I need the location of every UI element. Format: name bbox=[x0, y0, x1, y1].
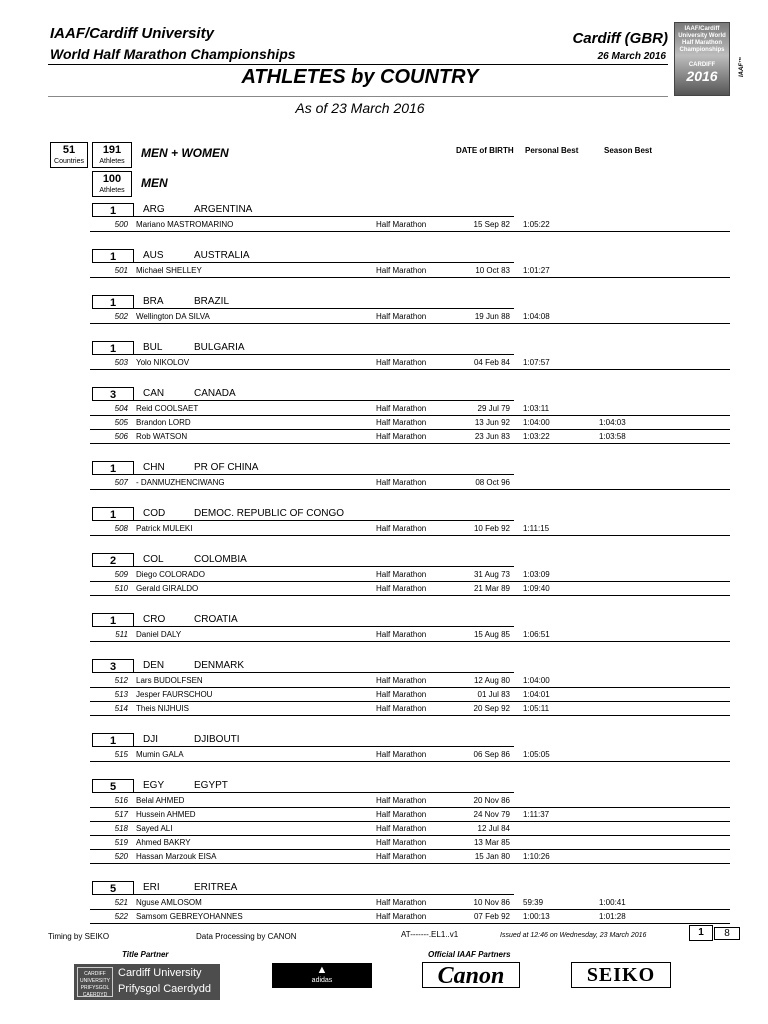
athlete-event: Half Marathon bbox=[376, 266, 427, 275]
athlete-event: Half Marathon bbox=[376, 838, 427, 847]
athlete-row bbox=[90, 793, 730, 808]
athlete-event: Half Marathon bbox=[376, 570, 427, 579]
athlete-event: Half Marathon bbox=[376, 690, 427, 699]
athlete-row bbox=[90, 807, 730, 822]
athlete-bib: 501 bbox=[114, 266, 128, 275]
athlete-name: Nguse AMLOSOM bbox=[136, 898, 202, 907]
cardiff-crest: CARDIFF UNIVERSITY PRIFYSGOL CAERDYD bbox=[77, 967, 113, 997]
country-athlete-count: 1 bbox=[92, 461, 134, 475]
athlete-dob: 08 Oct 96 bbox=[475, 478, 510, 487]
col-pb: Personal Best bbox=[525, 146, 579, 155]
athlete-event: Half Marathon bbox=[376, 418, 427, 427]
athlete-name: Mumin GALA bbox=[136, 750, 184, 759]
athlete-event: Half Marathon bbox=[376, 796, 427, 805]
athlete-dob: 19 Jun 88 bbox=[474, 312, 510, 321]
event-city: Cardiff (GBR) bbox=[572, 30, 668, 47]
page-number: 1 bbox=[689, 925, 713, 941]
countries-count: 51 bbox=[62, 144, 76, 156]
athlete-personal-best: 1:04:00 bbox=[523, 676, 550, 685]
athlete-name: Sayed ALI bbox=[136, 824, 173, 833]
footer-code: AT-------.EL1..v1 bbox=[401, 930, 459, 939]
col-sb: Season Best bbox=[604, 146, 653, 155]
athletes-stat bbox=[92, 142, 132, 168]
athlete-row bbox=[90, 309, 730, 324]
men-count: 100 bbox=[102, 173, 122, 185]
athlete-bib: 517 bbox=[114, 810, 128, 819]
athlete-dob: 20 Sep 92 bbox=[473, 704, 510, 713]
country-code: ARG bbox=[143, 204, 165, 215]
athlete-dob: 13 Jun 92 bbox=[474, 418, 510, 427]
country-athlete-count: 1 bbox=[92, 249, 134, 263]
logo-text: IAAF/Cardiff University World Half Marathon Championships bbox=[678, 26, 726, 53]
athlete-dob: 10 Oct 83 bbox=[475, 266, 510, 275]
athlete-row bbox=[90, 429, 730, 444]
country-code: ERI bbox=[143, 882, 160, 893]
athlete-dob: 23 Jun 83 bbox=[474, 432, 510, 441]
country-name: AUSTRALIA bbox=[194, 250, 250, 261]
athlete-event: Half Marathon bbox=[376, 584, 427, 593]
country-athlete-count: 1 bbox=[92, 341, 134, 355]
page-subtitle: As of 23 March 2016 bbox=[295, 100, 425, 116]
country-name: COLOMBIA bbox=[194, 554, 247, 565]
athlete-bib: 506 bbox=[114, 432, 128, 441]
canon-logo: Canon bbox=[422, 962, 520, 988]
athlete-row bbox=[90, 821, 730, 836]
athlete-event: Half Marathon bbox=[376, 810, 427, 819]
athlete-name: Hassan Marzouk EISA bbox=[136, 852, 217, 861]
country-name: CANADA bbox=[194, 388, 236, 399]
athlete-row bbox=[90, 835, 730, 850]
athlete-bib: 505 bbox=[114, 418, 128, 427]
page-total: 8 bbox=[714, 927, 740, 940]
athlete-bib: 509 bbox=[114, 570, 128, 579]
country-code: DEN bbox=[143, 660, 165, 671]
country-code: DJI bbox=[143, 734, 158, 745]
athlete-event: Half Marathon bbox=[376, 478, 427, 487]
country-name: CROATIA bbox=[194, 614, 238, 625]
athlete-name: Brandon LORD bbox=[136, 418, 191, 427]
athlete-row bbox=[90, 673, 730, 688]
men-stat bbox=[92, 171, 132, 197]
athlete-name: Daniel DALY bbox=[136, 630, 182, 639]
country-athlete-count: 3 bbox=[92, 387, 134, 401]
country-athlete-count: 1 bbox=[92, 507, 134, 521]
athlete-personal-best: 1:01:27 bbox=[523, 266, 550, 275]
athlete-season-best: 1:04:03 bbox=[599, 418, 626, 427]
country-code: AUS bbox=[143, 250, 164, 261]
athlete-dob: 15 Aug 85 bbox=[473, 630, 510, 639]
official-partners-label: Official IAAF Partners bbox=[428, 950, 511, 959]
athlete-event: Half Marathon bbox=[376, 912, 427, 921]
country-athlete-count: 1 bbox=[92, 733, 134, 747]
athlete-row bbox=[90, 627, 730, 642]
country-code: BUL bbox=[143, 342, 163, 353]
event-organizer: IAAF/Cardiff University bbox=[50, 25, 214, 42]
athlete-season-best: 1:01:28 bbox=[599, 912, 626, 921]
athlete-personal-best: 1:04:01 bbox=[523, 690, 550, 699]
athlete-bib: 503 bbox=[114, 358, 128, 367]
cardiff-university-logo bbox=[74, 964, 220, 1000]
country-name: DENMARK bbox=[194, 660, 245, 671]
athlete-event: Half Marathon bbox=[376, 432, 427, 441]
footer-processing: Data Processing by CANON bbox=[196, 932, 297, 941]
athlete-event: Half Marathon bbox=[376, 220, 427, 229]
athlete-bib: 520 bbox=[114, 852, 128, 861]
athlete-dob: 29 Jul 79 bbox=[477, 404, 510, 413]
athlete-bib: 521 bbox=[114, 898, 128, 907]
group-men-heading: MEN bbox=[141, 176, 168, 190]
adidas-wordmark: adidas bbox=[311, 977, 333, 984]
athlete-personal-best: 1:11:37 bbox=[523, 810, 550, 819]
athlete-name: Gerald GIRALDO bbox=[136, 584, 199, 593]
men-label: Athletes bbox=[99, 187, 125, 194]
group-all-heading: MEN + WOMEN bbox=[141, 146, 229, 160]
athlete-name: Wellington DA SILVA bbox=[136, 312, 210, 321]
athlete-bib: 508 bbox=[114, 524, 128, 533]
athlete-bib: 504 bbox=[114, 404, 128, 413]
country-code: CHN bbox=[143, 462, 165, 473]
athlete-dob: 10 Nov 86 bbox=[473, 898, 510, 907]
athlete-event: Half Marathon bbox=[376, 676, 427, 685]
athlete-name: Theis NIJHUIS bbox=[136, 704, 189, 713]
athlete-dob: 20 Nov 86 bbox=[473, 796, 510, 805]
country-name: BRAZIL bbox=[194, 296, 230, 307]
title-partner-label: Title Partner bbox=[122, 950, 169, 959]
athlete-event: Half Marathon bbox=[376, 750, 427, 759]
country-name: ERITREA bbox=[194, 882, 238, 893]
athlete-event: Half Marathon bbox=[376, 524, 427, 533]
championship-logo bbox=[674, 22, 730, 96]
country-code: CAN bbox=[143, 388, 165, 399]
athlete-bib: 522 bbox=[114, 912, 128, 921]
country-code: BRA bbox=[143, 296, 164, 307]
athlete-row bbox=[90, 687, 730, 702]
athlete-dob: 13 Mar 85 bbox=[473, 838, 510, 847]
country-athlete-count: 3 bbox=[92, 659, 134, 673]
athlete-event: Half Marathon bbox=[376, 358, 427, 367]
adidas-logo bbox=[272, 963, 372, 988]
athlete-personal-best: 1:06:51 bbox=[523, 630, 550, 639]
athlete-bib: 500 bbox=[114, 220, 128, 229]
athlete-personal-best: 1:03:11 bbox=[523, 404, 550, 413]
athlete-dob: 01 Jul 83 bbox=[477, 690, 510, 699]
footer-issued: Issued at 12:46 on Wednesday, 23 March 2016 bbox=[500, 932, 647, 939]
athlete-bib: 512 bbox=[114, 676, 128, 685]
athlete-name: Diego COLORADO bbox=[136, 570, 205, 579]
athlete-row bbox=[90, 567, 730, 582]
athlete-row bbox=[90, 401, 730, 416]
athlete-personal-best: 59:39 bbox=[523, 898, 544, 907]
athlete-bib: 502 bbox=[114, 312, 128, 321]
athlete-bib: 510 bbox=[114, 584, 128, 593]
athlete-personal-best: 1:05:05 bbox=[523, 750, 550, 759]
athlete-name: Jesper FAURSCHOU bbox=[136, 690, 213, 699]
athlete-bib: 511 bbox=[115, 630, 128, 639]
page-title: ATHLETES by COUNTRY bbox=[241, 66, 479, 88]
athlete-name: - DANMUZHENCIWANG bbox=[136, 478, 225, 487]
adidas-stripes-icon: ▲ bbox=[316, 964, 328, 976]
athlete-personal-best: 1:04:00 bbox=[523, 418, 550, 427]
athlete-dob: 10 Feb 92 bbox=[473, 524, 510, 533]
athlete-personal-best: 1:04:08 bbox=[523, 312, 550, 321]
athlete-bib: 514 bbox=[114, 704, 128, 713]
country-name: ARGENTINA bbox=[194, 204, 253, 215]
athlete-bib: 515 bbox=[114, 750, 128, 759]
athlete-bib: 518 bbox=[114, 824, 128, 833]
athlete-event: Half Marathon bbox=[376, 312, 427, 321]
athlete-dob: 06 Sep 86 bbox=[473, 750, 510, 759]
athlete-row bbox=[90, 909, 730, 924]
cardiff-line2: Prifysgol Caerdydd bbox=[118, 983, 211, 995]
athlete-bib: 507 bbox=[114, 478, 128, 487]
athlete-personal-best: 1:03:22 bbox=[523, 432, 550, 441]
athlete-name: Mariano MASTROMARINO bbox=[136, 220, 234, 229]
athlete-dob: 21 Mar 89 bbox=[473, 584, 510, 593]
athlete-name: Hussein AHMED bbox=[136, 810, 196, 819]
country-name: DJIBOUTI bbox=[194, 734, 240, 745]
athlete-row bbox=[90, 521, 730, 536]
athlete-name: Belal AHMED bbox=[136, 796, 185, 805]
athlete-name: Rob WATSON bbox=[136, 432, 188, 441]
seiko-logo: SEIKO bbox=[571, 962, 671, 988]
athlete-personal-best: 1:00:13 bbox=[523, 912, 550, 921]
country-athlete-count: 1 bbox=[92, 613, 134, 627]
athlete-name: Yolo NIKOLOV bbox=[136, 358, 190, 367]
country-name: BULGARIA bbox=[194, 342, 245, 353]
athletes-count: 191 bbox=[102, 144, 122, 156]
country-code: COL bbox=[143, 554, 164, 565]
athlete-dob: 24 Nov 79 bbox=[473, 810, 510, 819]
col-dob: DATE of BIRTH bbox=[456, 146, 514, 155]
country-code: CRO bbox=[143, 614, 166, 625]
footer-timing: Timing by SEIKO bbox=[48, 932, 110, 941]
athlete-row bbox=[90, 895, 730, 910]
athlete-event: Half Marathon bbox=[376, 630, 427, 639]
athlete-personal-best: 1:09:40 bbox=[523, 584, 550, 593]
logo-event: CARDIFF bbox=[688, 62, 716, 68]
athlete-row bbox=[90, 415, 730, 430]
athlete-event: Half Marathon bbox=[376, 704, 427, 713]
title-rule bbox=[48, 96, 668, 97]
athlete-row bbox=[90, 581, 730, 596]
cardiff-line1: Cardiff University bbox=[118, 967, 202, 979]
logo-year: 2016 bbox=[686, 68, 718, 84]
athlete-dob: 12 Jul 84 bbox=[477, 824, 510, 833]
athlete-season-best: 1:03:58 bbox=[599, 432, 626, 441]
athlete-name: Samsom GEBREYOHANNES bbox=[136, 912, 243, 921]
country-athlete-count: 1 bbox=[92, 203, 134, 217]
athlete-row bbox=[90, 849, 730, 864]
athlete-personal-best: 1:05:22 bbox=[523, 220, 550, 229]
athlete-row bbox=[90, 217, 730, 232]
country-code: COD bbox=[143, 508, 166, 519]
athlete-row bbox=[90, 701, 730, 716]
athlete-season-best: 1:00:41 bbox=[599, 898, 626, 907]
athlete-name: Reid COOLSAET bbox=[136, 404, 199, 413]
athlete-name: Michael SHELLEY bbox=[136, 266, 202, 275]
country-athlete-count: 5 bbox=[92, 779, 134, 793]
athlete-personal-best: 1:07:57 bbox=[523, 358, 550, 367]
athlete-dob: 07 Feb 92 bbox=[473, 912, 510, 921]
country-athlete-count: 1 bbox=[92, 295, 134, 309]
athlete-row bbox=[90, 475, 730, 490]
country-athlete-count: 5 bbox=[92, 881, 134, 895]
athlete-dob: 04 Feb 84 bbox=[473, 358, 510, 367]
athlete-event: Half Marathon bbox=[376, 404, 427, 413]
event-date: 26 March 2016 bbox=[597, 51, 666, 62]
athlete-name: Ahmed BAKRY bbox=[136, 838, 191, 847]
athlete-personal-best: 1:10:26 bbox=[523, 852, 550, 861]
athlete-dob: 31 Aug 73 bbox=[473, 570, 510, 579]
country-name: DEMOC. REPUBLIC OF CONGO bbox=[194, 508, 345, 519]
country-name: EGYPT bbox=[194, 780, 228, 791]
country-code: EGY bbox=[143, 780, 165, 791]
athlete-bib: 513 bbox=[114, 690, 128, 699]
iaaf-mark: IAAF™ bbox=[739, 57, 745, 77]
athlete-dob: 12 Aug 80 bbox=[473, 676, 510, 685]
athlete-row bbox=[90, 355, 730, 370]
athlete-name: Lars BUDOLFSEN bbox=[136, 676, 203, 685]
athlete-bib: 519 bbox=[114, 838, 128, 847]
countries-stat bbox=[50, 142, 88, 168]
country-name: PR OF CHINA bbox=[194, 462, 259, 473]
athlete-event: Half Marathon bbox=[376, 852, 427, 861]
athletes-label: Athletes bbox=[99, 158, 125, 165]
athlete-personal-best: 1:03:09 bbox=[523, 570, 550, 579]
athlete-personal-best: 1:11:15 bbox=[523, 524, 550, 533]
athlete-row bbox=[90, 747, 730, 762]
header-rule bbox=[48, 64, 668, 65]
athlete-bib: 516 bbox=[114, 796, 128, 805]
country-athlete-count: 2 bbox=[92, 553, 134, 567]
athlete-dob: 15 Jan 80 bbox=[474, 852, 510, 861]
athlete-event: Half Marathon bbox=[376, 898, 427, 907]
athlete-event: Half Marathon bbox=[376, 824, 427, 833]
event-name: World Half Marathon Championships bbox=[50, 46, 296, 62]
athlete-row bbox=[90, 263, 730, 278]
athlete-personal-best: 1:05:11 bbox=[523, 704, 550, 713]
countries-label: Countries bbox=[54, 158, 84, 165]
athlete-name: Patrick MULEKI bbox=[136, 524, 193, 533]
athlete-dob: 15 Sep 82 bbox=[473, 220, 510, 229]
